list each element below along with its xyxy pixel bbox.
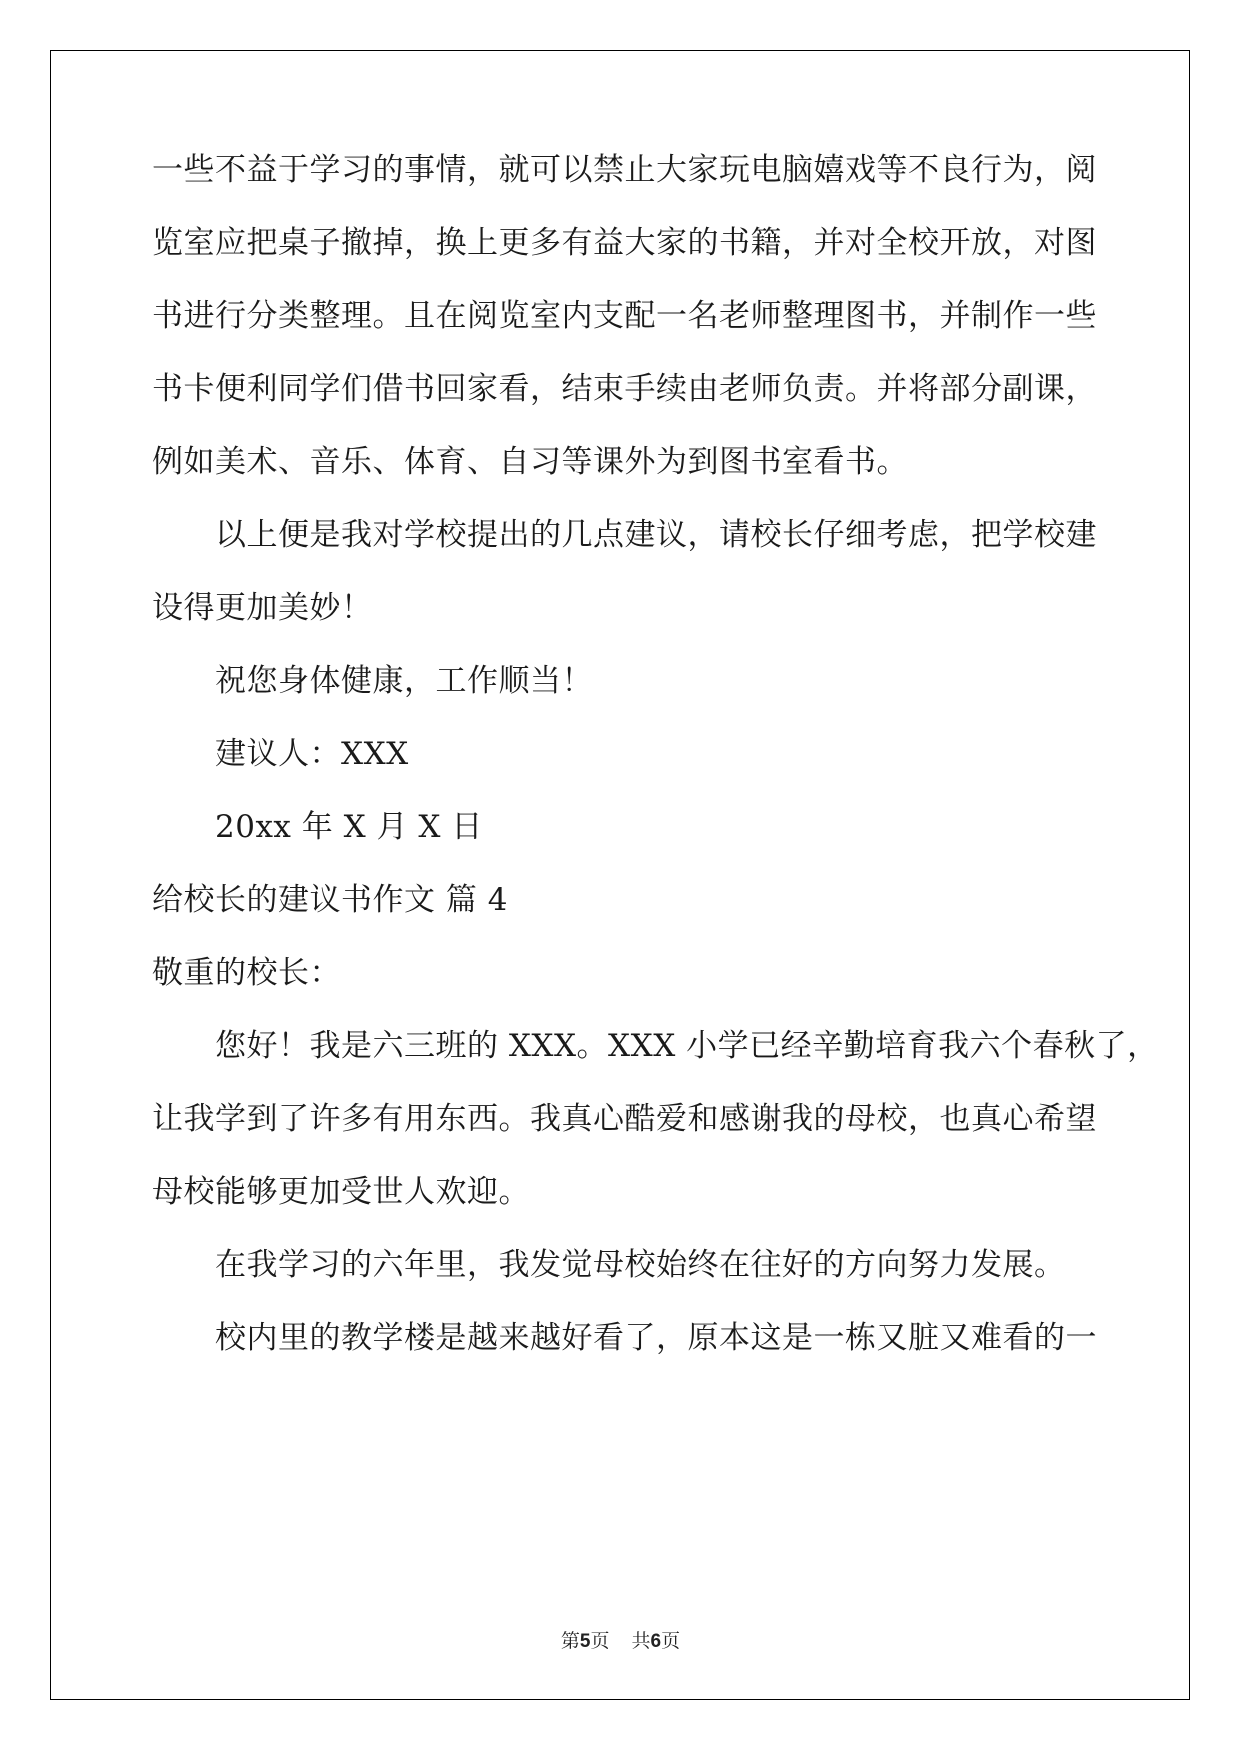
footer-page-unit: 页 [590, 1631, 610, 1652]
total-page-number: 6 [650, 1631, 662, 1652]
footer-total-unit: 页 [661, 1631, 681, 1652]
text-line: 让我学到了许多有用东西。我真心酷爱和感谢我的母校，也真心希望 [152, 1101, 1097, 1137]
text-line: 览室应把桌子撤掉，换上更多有益大家的书籍，并对全校开放，对图 [152, 225, 1097, 261]
section-heading: 给校长的建议书作文 篇 4 [152, 882, 508, 918]
closing-wish: 祝您身体健康，工作顺当！ [215, 663, 593, 699]
footer-total-prefix: 共 [631, 1631, 651, 1652]
paragraph-start: 在我学习的六年里，我发觉母校始终在往好的方向努力发展。 [215, 1247, 1066, 1283]
text-line: 设得更加美妙！ [152, 590, 373, 626]
text-line: 书进行分类整理。且在阅览室内支配一名老师整理图书，并制作一些 [152, 298, 1097, 334]
text-line: 母校能够更加受世人欢迎。 [152, 1174, 530, 1210]
page-footer [0, 1626, 1241, 1653]
current-page-number: 5 [579, 1631, 591, 1652]
text-line: 例如美术、音乐、体育、自习等课外为到图书室看书。 [152, 444, 908, 480]
signature-line: 建议人：XXX [215, 736, 409, 772]
paragraph-start: 您好！我是六三班的 XXX。XXX 小学已经辛勤培育我六个春秋了， [215, 1028, 1159, 1064]
text-line: 书卡便利同学们借书回家看，结束手续由老师负责。并将部分副课， [152, 371, 1097, 407]
paragraph-start: 以上便是我对学校提出的几点建议，请校长仔细考虑，把学校建 [215, 517, 1097, 553]
footer-prefix: 第 [560, 1631, 580, 1652]
salutation: 敬重的校长： [152, 955, 341, 991]
paragraph-start: 校内里的教学楼是越来越好看了，原本这是一栋又脏又难看的一 [215, 1320, 1097, 1356]
text-line: 一些不益于学习的事情，就可以禁止大家玩电脑嬉戏等不良行为，阅 [152, 152, 1097, 188]
date-line: 20xx 年 X 月 X 日 [215, 809, 483, 845]
